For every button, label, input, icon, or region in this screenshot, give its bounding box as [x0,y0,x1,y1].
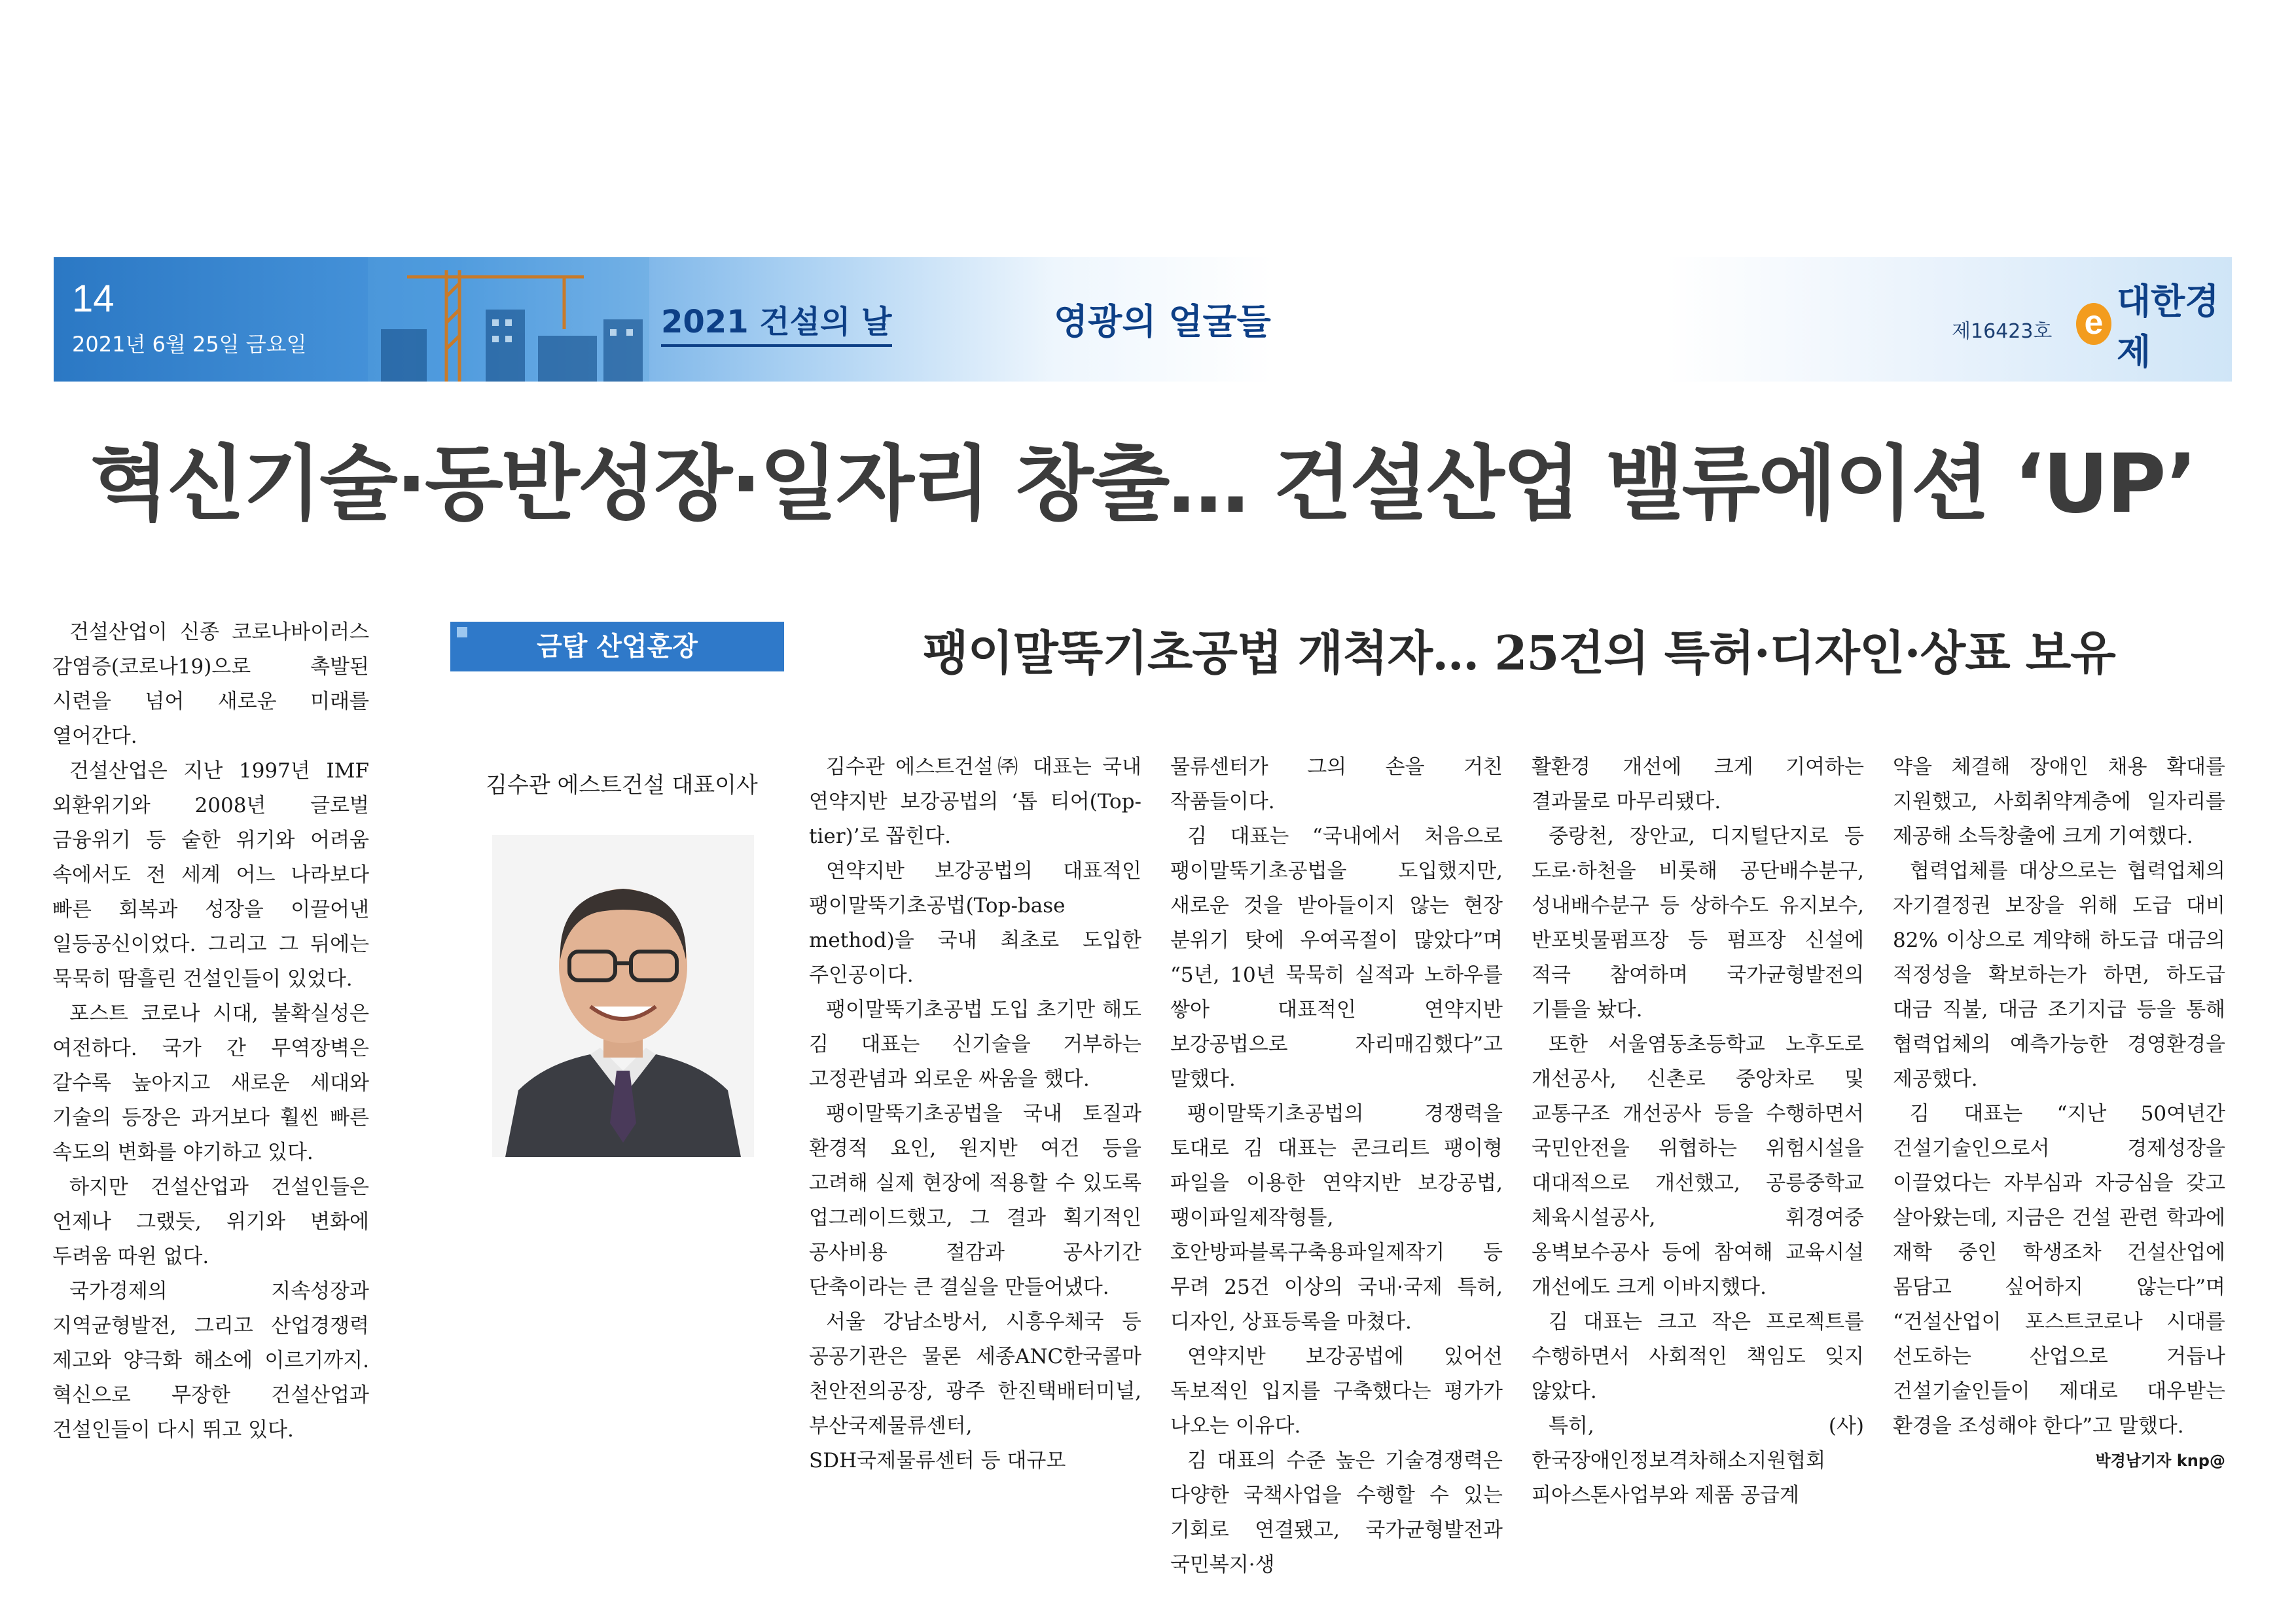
byline: 박경남기자 knp@ [2095,1452,2225,1470]
article-paragraph: 연약지반 보강공법의 대표적인 팽이말뚝기초공법(Top-base method)을 국내 최초로 도입한 주인공이다. [809,859,1141,987]
logo-name: 대한경제 [2116,281,2219,372]
main-headline: 혁신기술·동반성장·일자리 창출… 건설산업 밸류에이션 ‘UP’ [90,437,2196,531]
article-column-2 [1170,750,1503,1582]
article-paragraph: 활환경 개선에 크게 기여하는 결과물로 마무리됐다. [1532,755,1864,813]
article-column-3 [1532,750,1864,1513]
article-paragraph: 팽이말뚝기초공법을 국내 토질과 환경적 요인, 원지반 여건 등을 고려해 실제 현장에 적용할 수 있도록 업그레이드했고, 그 결과 획기적인 공사비용 절감과 공사기간 단축이라는 큰 결실을 만들어냈다. [809,1102,1141,1299]
portrait-photo [492,835,754,1157]
section-label: 2021 건설의 날 [661,296,892,347]
article-paragraph: 연약지반 보강공법에 있어선 독보적인 입지를 구축했다는 평가가 나오는 이유다. [1170,1345,1503,1438]
article-paragraph: 김수관 에스트건설㈜ 대표는 국내 연약지반 보강공법의 ‘톱 티어(Top-tier)’로 꼽힌다. [809,755,1141,848]
lead-paragraph: 건설산업은 지난 1997년 IMF 외환위기와 2008년 글로벌 금융위기 등 숱한 위기와 어려움 속에서도 전 세계 어느 나라보다 빠른 회복과 성장을 이끌어낸 일등공신이었다. 그리고 그 뒤에는 묵묵히 땀흘린 건설인들이 있었다. [52,759,369,991]
logo-e-icon: e [2076,303,2111,345]
lead-column [52,615,369,1448]
person-name: 김수관 에스트건설 대표이사 [486,772,758,798]
article-paragraph-text: 김 대표는 “지난 50여년간 건설기술인으로서 경제성장을 이끌었다는 자부심과 자긍심을 갖고 살아왔는데, 지금은 건설 관련 학과에 재학 중인 학생조차 건설산업에 몸담고 싶어하지 않는다”며 “건설산업이 포스트코로나 시대를 선도하는 산업으로 거듭나 건설기술인들이 제대로 대우받는 환경을 조성해야 한다”고 말했다. [1893,1102,2225,1438]
lead-paragraph: 건설산업이 신종 코로나바이러스 감염증(코로나19)으로 촉발된 시련을 넘어 새로운 미래를 열어간다. [52,620,369,748]
article-paragraph: 김 대표는 크고 작은 프로젝트를 수행하면서 사회적인 책임도 잊지 않았다. [1532,1310,1864,1403]
article-paragraph: 약을 체결해 장애인 채용 확대를 지원했고, 사회취약계층에 일자리를 제공해 소득창출에 크게 기여했다. [1893,755,2225,848]
article-paragraph: 또한 서울염동초등학교 노후도로 개선공사, 신촌로 중앙차로 및 교통구조 개선공사 등을 수행하면서 국민안전을 위협하는 위험시설을 대대적으로 개선했고, 공릉중학교 체육시설공사, 휘경여중 옹벽보수공사 등에 참여해 교육시설 개선에도 크게 이바지했다. [1532,1033,1864,1299]
article-paragraph: 물류센터가 그의 손을 거친 작품들이다. [1170,755,1503,813]
lead-paragraph: 포스트 코로나 시대, 불확실성은 여전하다. 국가 간 무역장벽은 갈수록 높아지고 새로운 세대와 기술의 등장은 과거보다 훨씬 빠른 속도의 변화를 야기하고 있다. [52,1002,369,1164]
article-paragraph: 팽이말뚝기초공법 도입 초기만 해도 김 대표는 신기술을 거부하는 고정관념과 외로운 싸움을 했다. [809,998,1141,1091]
page-number: 14 [72,277,115,320]
article-paragraph: 김 대표의 수준 높은 기술경쟁력은 다양한 국책사업을 수행할 수 있는 기회로 연결됐고, 국가균형발전과 국민복지·생 [1170,1449,1503,1577]
article-paragraph [1893,1097,2225,1470]
article-paragraph: 특히, (사)한국장애인정보격차해소지원협회 피아스톤사업부와 제품 공급계 [1532,1414,1864,1507]
article-paragraph: 팽이말뚝기초공법의 경쟁력을 토대로 김 대표는 콘크리트 팽이형 파일을 이용한 연약지반 보강공법, 팽이파일제작형틀, 호안방파블록구축용파일제작기 등 무려 25건 이상의 국내·국제 특허, 디자인, 상표등록을 마쳤다. [1170,1102,1503,1334]
article-column-1 [809,750,1141,1478]
issue-number: 제16423호 [1952,320,2053,343]
publication-date: 2021년 6월 25일 금요일 [72,332,307,357]
article-paragraph: 협력업체를 대상으로는 협력업체의 자기결정권 보장을 위해 도급 대비 82% 이상으로 계약해 하도급 대금의 적정성을 확보하는가 하면, 하도급 대금 직불, 대금 조기지급 등을 통해 협력업체의 예측가능한 경영환경을 제공했다. [1893,859,2225,1091]
lead-paragraph: 하지만 건설산업과 건설인들은 언제나 그랬듯, 위기와 변화에 두려움 따윈 없다. [52,1175,369,1268]
sub-headline: 팽이말뚝기초공법 개척자… 25건의 특허·디자인·상표 보유 [923,625,2115,681]
construction-crane-illustration [368,257,649,382]
article-paragraph: 서울 강남소방서, 시흥우체국 등 공공기관은 물론 세종ANC한국콜마 천안전의공장, 광주 한진택배터미널, 부산국제물류센터, SDH국제물류센터 등 대규모 [809,1310,1141,1472]
section-subtitle: 영광의 얼굴들 [1054,301,1271,342]
newspaper-logo [2076,281,2232,372]
article-paragraph: 중랑천, 장안교, 디지털단지로 등 도로·하천을 비롯해 공단배수분구, 성내배수분구 등 상하수도 유지보수, 반포빗물펌프장 등 펌프장 신설에 적극 참여하며 국가균형발전의 기틀을 놨다. [1532,825,1864,1022]
article-paragraph: 김 대표는 “국내에서 처음으로 팽이말뚝기초공법을 도입했지만, 새로운 것을 받아들이지 않는 현장 분위기 탓에 우여곡절이 많았다”며 “5년, 10년 묵묵히 실적과 노하우를 쌓아 대표적인 연약지반 보강공법으로 자리매김했다”고 말했다. [1170,825,1503,1091]
article-column-4 [1893,750,2225,1478]
award-tag: 금탑 산업훈장 [450,622,784,671]
lead-paragraph: 국가경제의 지속성장과 지역균형발전, 그리고 산업경쟁력 제고와 양극화 해소에 이르기까지. 혁신으로 무장한 건설산업과 건설인들이 다시 뛰고 있다. [52,1279,369,1442]
page-header-banner [54,257,2232,382]
person-portrait-icon [492,835,754,1157]
